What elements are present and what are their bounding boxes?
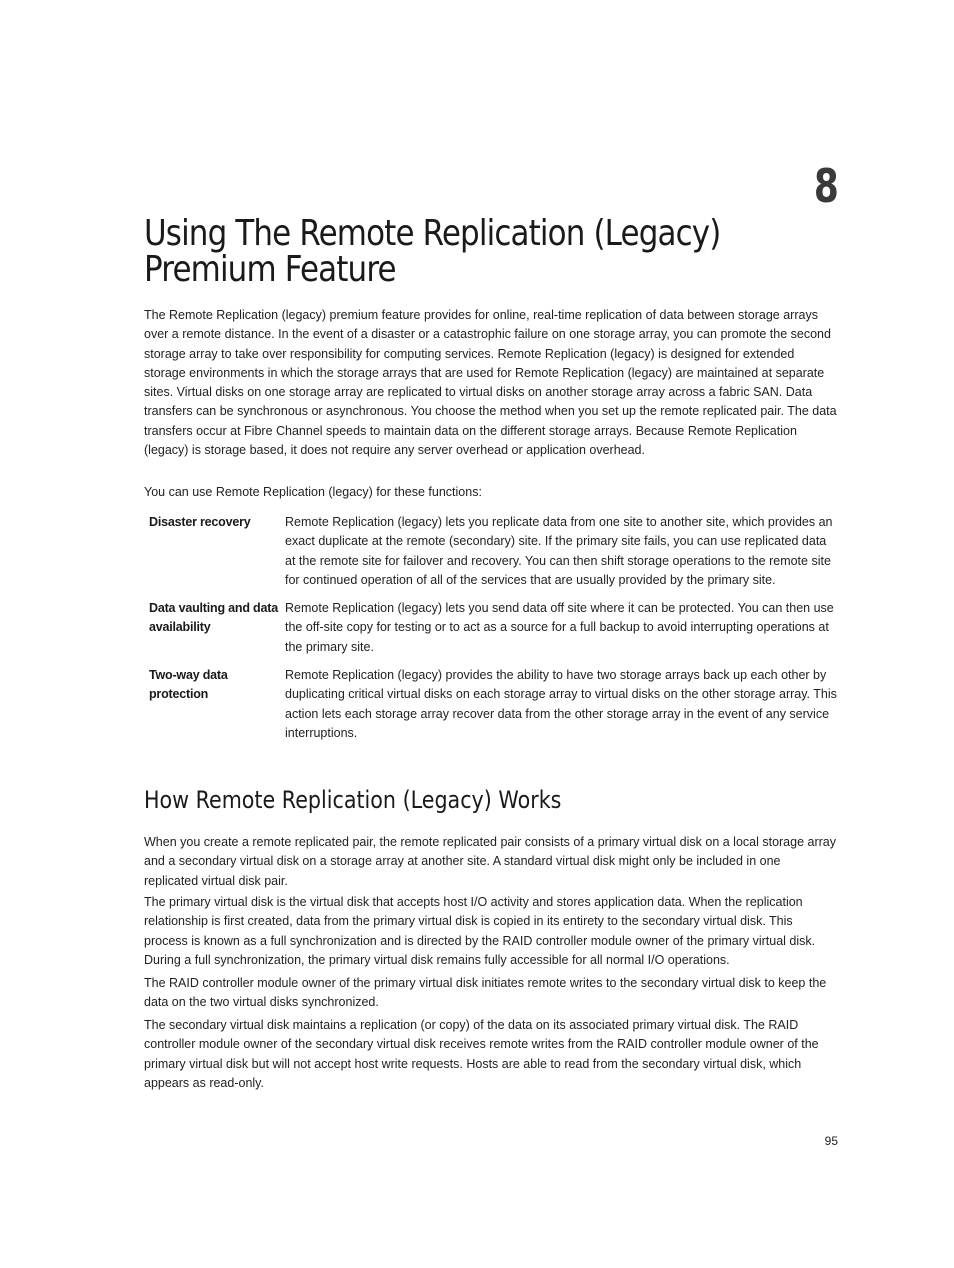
function-list — [149, 513, 838, 752]
functions-lead: You can use Remote Replication (legacy) for these functions: — [144, 485, 482, 499]
function-item-disaster-recovery — [149, 513, 838, 590]
chapter-number: 8 — [813, 159, 838, 213]
page-number: 95 — [824, 1134, 838, 1148]
chapter-title: Using The Remote Replication (Legacy) Premium Feature — [144, 213, 721, 290]
function-description: Remote Replication (legacy) lets you replicate data from one site to another site, which provides an exact duplicate at the remote (secondary) site. If the primary site fails, you can use replicated data at the remote site for failover and recovery. You can then shift storage operations to the remote site for continued operation of all of the services that are usually provided by the primary site. — [285, 515, 833, 587]
function-item-two-way-protection — [149, 666, 838, 743]
intro-paragraph: The Remote Replication (legacy) premium feature provides for online, real-time replication of data between storage arrays over a remote distance. In the event of a disaster or a catastrophic failure on one storage array, you can promote the second storage array to take over responsibility for computing services. Remote Replication (legacy) is designed for extended storage environments in which the storage arrays that are used for Remote Replication (legacy) are maintained at separate sites. Virtual disks on one storage array are replicated to virtual disks on another storage array across a fabric SAN. Data transfers can be synchronous or asynchronous. You choose the method when you set up the remote replicated pair. The data transfers occur at Fibre Channel speeds to maintain data on the different storage arrays. Because Remote Replication (legacy) is storage based, it does not require any server overhead or application overhead. — [144, 308, 837, 458]
function-term: Data vaulting and data availability — [149, 601, 278, 635]
section-heading: How Remote Replication (Legacy) Works — [144, 786, 562, 814]
function-description: Remote Replication (legacy) provides the ability to have two storage arrays back up each other by duplicating critical virtual disks on each storage array to virtual disks on the other storage array. This action lets each storage array recover data from the other storage array in the event of any service interruptions. — [285, 668, 837, 740]
function-item-data-vaulting — [149, 599, 838, 657]
section-paragraph: The RAID controller module owner of the primary virtual disk initiates remote writes to the secondary virtual disk to keep the data on the two virtual disks synchronized. — [144, 976, 827, 1010]
function-description: Remote Replication (legacy) lets you send data off site where it can be protected. You can then use the off-site copy for testing or to act as a source for a full backup to avoid interrupting operations at the primary site. — [285, 601, 834, 654]
section-paragraph: When you create a remote replicated pair, the remote replicated pair consists of a primary virtual disk on a local storage array and a secondary virtual disk on a storage array at another site. A standard virtual disk might only be included in one replicated virtual disk pair. — [144, 835, 836, 888]
section-paragraph: The secondary virtual disk maintains a replication (or copy) of the data on its associated primary virtual disk. The RAID controller module owner of the secondary virtual disk receives remote writes from the RAID controller module owner of the primary virtual disk but will not accept host write requests. Hosts are able to read from the secondary virtual disk, which appears as read-only. — [144, 1018, 819, 1090]
function-term: Disaster recovery — [149, 515, 251, 529]
function-term: Two-way data protection — [149, 668, 228, 702]
section-paragraph: The primary virtual disk is the virtual disk that accepts host I/O activity and stores application data. When the replication relationship is first created, data from the primary virtual disk is copied in its entirety to the secondary virtual disk. This process is known as a full synchronization and is directed by the RAID controller module owner of the primary virtual disk. During a full synchronization, the primary virtual disk remains fully accessible for all normal I/O operations. — [144, 895, 816, 967]
